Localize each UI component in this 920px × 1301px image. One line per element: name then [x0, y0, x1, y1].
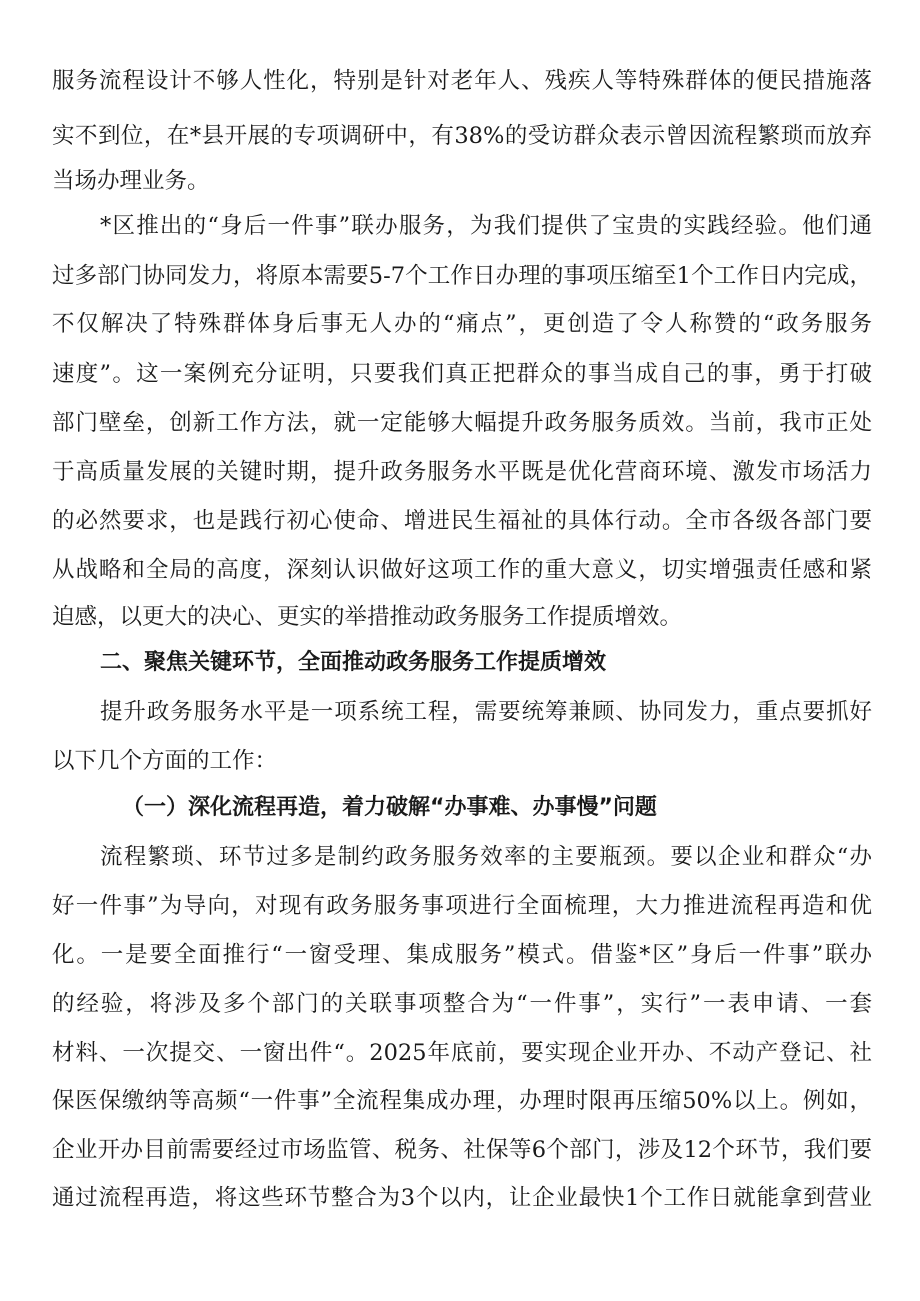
paragraph-line: 速度”。这一案例充分证明，只要我们真正把群众的事当成自己的事，勇于打破	[52, 361, 872, 387]
paragraph-line: 当场办理业务。	[52, 168, 210, 194]
paragraph-line: 从战略和全局的高度，深刻认识做好这项工作的重大意义，切实增强责任感和紧	[52, 557, 872, 583]
paragraph-line: 提升政务服务水平是一项系统工程，需要统筹兼顾、协同发力，重点要抓好	[100, 699, 872, 725]
paragraph-line: *区推出的“身后一件事”联办服务，为我们提供了宝贵的实践经验。他们通	[100, 213, 872, 239]
paragraph-line: 好一件事”为导向，对现有政务服务事项进行全面梳理，大力推进流程再造和优	[52, 893, 872, 919]
paragraph-line: 通过流程再造，将这些环节整合为3个以内，让企业最快1个工作日就能拿到营业	[52, 1185, 872, 1211]
subsection-heading: （一）深化流程再造，着力破解“办事难、办事慢”问题	[122, 795, 657, 820]
paragraph-line: 的经验，将涉及多个部门的关联事项整合为“一件事”，实行”一表申请、一套	[52, 991, 872, 1017]
paragraph-line: 迫感，以更大的决心、更实的举措推动政务服务工作提质增效。	[52, 604, 683, 630]
paragraph-line: 实不到位，在*县开展的专项调研中，有38%的受访群众表示曾因流程繁琐而放弃	[52, 123, 872, 149]
paragraph-line: 部门壁垒，创新工作方法，就一定能够大幅提升政务服务质效。当前，我市正处	[52, 410, 872, 436]
paragraph-line: 不仅解决了特殊群体身后事无人办的“痛点”，更创造了令人称赞的“政务服务	[52, 311, 872, 337]
paragraph-line: 材料、一次提交、一窗出件“。2025年底前，要实现企业开办、不动产登记、社	[52, 1040, 872, 1066]
paragraph-line: 过多部门协同发力，将原本需要5-7个工作日办理的事项压缩至1个工作日内完成，	[52, 263, 872, 289]
section-heading: 二、聚焦关键环节，全面推动政务服务工作提质增效	[100, 650, 607, 675]
paragraph-line: 于高质量发展的关键时期，提升政务服务水平既是优化营商环境、激发市场活力	[52, 459, 872, 485]
paragraph-line: 的必然要求，也是践行初心使命、增进民生福祉的具体行动。全市各级各部门要	[52, 508, 872, 534]
paragraph-line: 化。一是要全面推行“一窗受理、集成服务”模式。借鉴*区”身后一件事”联办	[52, 942, 872, 968]
paragraph-line: 流程繁琐、环节过多是制约政务服务效率的主要瓶颈。要以企业和群众“办	[100, 844, 872, 870]
paragraph-line: 保医保缴纳等高频“一件事”全流程集成办理，办理时限再压缩50%以上。例如，	[52, 1088, 872, 1114]
paragraph-line: 以下几个方面的工作：	[52, 748, 278, 774]
paragraph-line: 企业开办目前需要经过市场监管、税务、社保等6个部门，涉及12个环节，我们要	[52, 1137, 872, 1163]
paragraph-line: 服务流程设计不够人性化，特别是针对老年人、残疾人等特殊群体的便民措施落	[52, 68, 872, 94]
